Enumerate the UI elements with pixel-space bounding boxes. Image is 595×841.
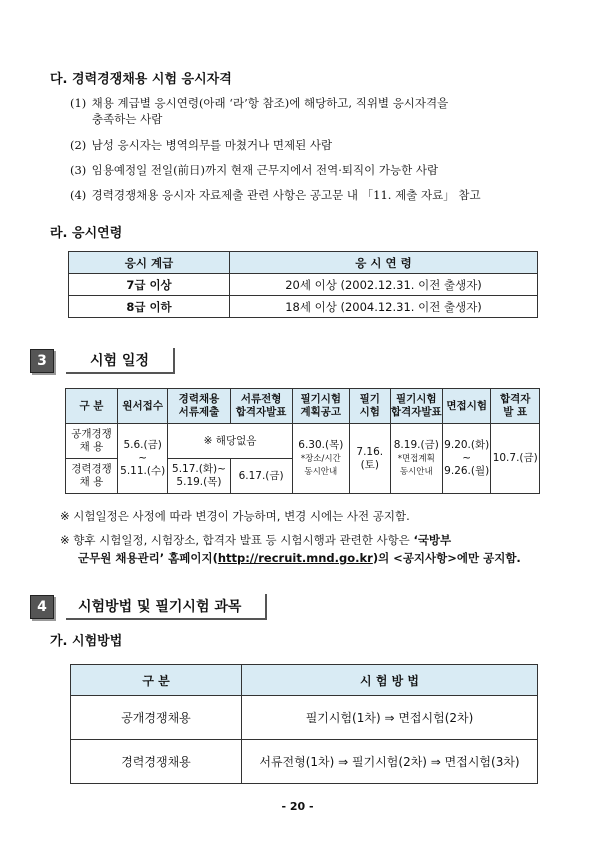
table-cell: 7.16.(토) — [349, 424, 390, 494]
table-header-row — [69, 252, 538, 274]
table-row — [66, 424, 540, 459]
list-item: (2) 남성 응시자는 병역의무를 마쳤거나 면제된 사람 — [70, 138, 333, 152]
list-item: (3) 임용예정일 전일(前日)까지 현재 근무지에서 전역·퇴직이 가능한 사람 — [70, 163, 439, 177]
table-header: 응시 계급 — [69, 252, 230, 274]
table-header: 필기시험 계획공고 — [292, 389, 349, 424]
section-title: 시험 일정 — [66, 348, 175, 374]
table-cell: 경력경쟁 채 용 — [66, 459, 118, 494]
table-header: 필기시험 합격자발표 — [390, 389, 442, 424]
table-cell: 8급 이하 — [69, 296, 230, 318]
table-cell: 서류전형(1차) ⇒ 필기시험(2차) ⇒ 면접시험(3차) — [242, 740, 538, 784]
table-header: 응 시 연 령 — [230, 252, 538, 274]
page-number: - 20 - — [281, 800, 314, 813]
table-row — [69, 274, 538, 296]
table-header: 합격자 발 표 — [491, 389, 540, 424]
table-cell: 필기시험(1차) ⇒ 면접시험(2차) — [242, 696, 538, 740]
table-cell: 18세 이상 (2004.12.31. 이전 출생자) — [230, 296, 538, 318]
table-cell: 5.17.(화)~ 5.19.(목) — [168, 459, 230, 494]
table-cell: 7급 이상 — [69, 274, 230, 296]
schedule-table — [65, 388, 540, 494]
recruit-site-link[interactable]: http://recruit.mnd.go.kr — [217, 551, 373, 565]
section-ga-heading: 가. 시험방법 — [50, 634, 123, 649]
method-table — [70, 664, 538, 784]
list-item: (4) 경력경쟁채용 응시자 자료제출 관련 사항은 공고문 내 「11. 제출 자료」 참고 — [70, 188, 481, 202]
table-header: 구 분 — [71, 665, 242, 696]
table-row — [69, 296, 538, 318]
table-cell: 6.30.(목) *장소/시간 동시안내 — [292, 424, 349, 494]
table-cell: 공개경쟁 채 용 — [66, 424, 118, 459]
section-number-badge: 3 — [30, 349, 54, 373]
table-header: 경력채용 서류제출 — [168, 389, 230, 424]
section-number-badge: 4 — [30, 595, 54, 619]
table-row — [71, 740, 538, 784]
table-cell: 공개경쟁채용 — [71, 696, 242, 740]
table-header: 원서접수 — [117, 389, 167, 424]
table-header: 서류전형 합격자발표 — [230, 389, 292, 424]
section-4-heading — [30, 594, 267, 620]
table-header: 시 험 방 법 — [242, 665, 538, 696]
table-cell: 20세 이상 (2002.12.31. 이전 출생자) — [230, 274, 538, 296]
table-cell: 9.20.(화) ~ 9.26.(월) — [442, 424, 490, 494]
schedule-note-1: ※ 시험일정은 사정에 따라 변경이 가능하며, 변경 시에는 사전 공지함. — [60, 509, 410, 523]
section-ra-heading: 라. 응시연령 — [50, 226, 123, 241]
table-header-row — [66, 389, 540, 424]
section-title: 시험방법 및 필기시험 과목 — [66, 594, 267, 620]
table-header-row — [71, 665, 538, 696]
table-row — [71, 696, 538, 740]
section-3-heading — [30, 348, 175, 374]
table-cell: 8.19.(금) *면접계획 동시안내 — [390, 424, 442, 494]
table-cell: 6.17.(금) — [230, 459, 292, 494]
list-item: (1) 채용 계급별 응시연령(아래 ‘라’항 참조)에 해당하고, 직위별 응시자격을 충족하는 사람 — [70, 96, 449, 126]
table-header: 구 분 — [66, 389, 118, 424]
table-cell: ※ 해당없음 — [168, 424, 292, 459]
section-da-heading: 다. 경력경쟁채용 시험 응시자격 — [50, 72, 232, 87]
table-header: 필기 시험 — [349, 389, 390, 424]
schedule-note-2: ※ 향후 시험일정, 시험장소, 합격자 발표 등 시험시행과 관련한 사항은 ‘국방부 군무원 채용관리’ 홈페이지(http://recruit.mnd.go.kr)의 <공지사항>에만 공지함. — [60, 533, 521, 565]
table-cell: 경력경쟁채용 — [71, 740, 242, 784]
table-header: 면접시험 — [442, 389, 490, 424]
age-table — [68, 251, 538, 318]
table-cell: 10.7.(금) — [491, 424, 540, 494]
table-cell: 5.6.(금) ~ 5.11.(수) — [117, 424, 167, 494]
